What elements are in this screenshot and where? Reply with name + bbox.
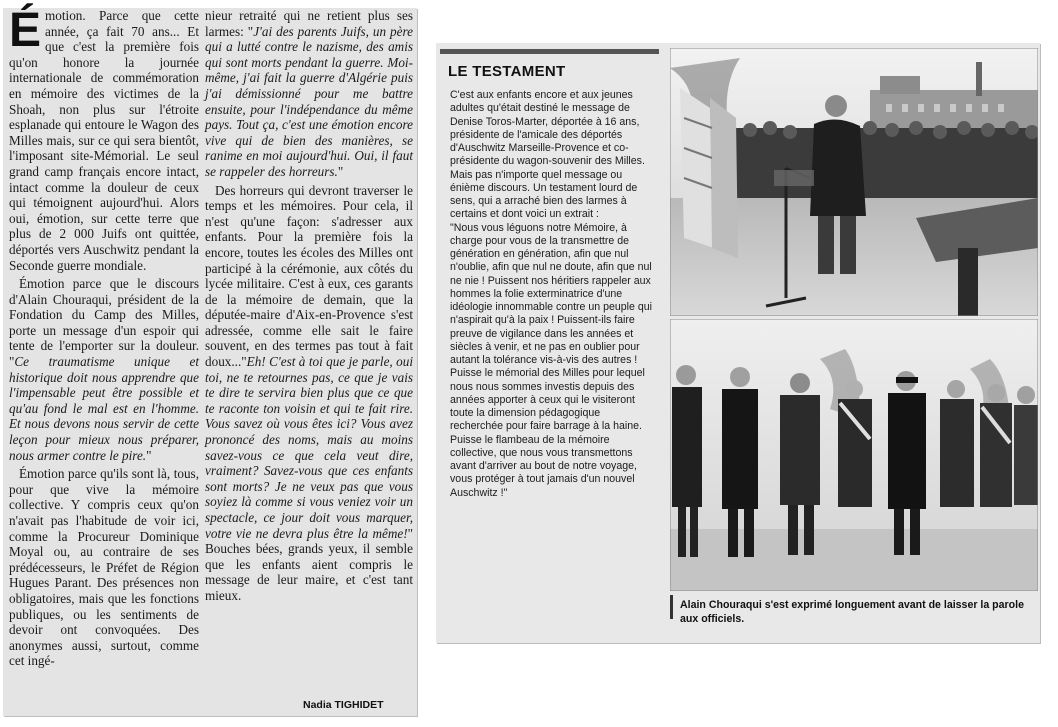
left-article-clipping xyxy=(3,4,417,716)
paragraph-1 xyxy=(9,4,199,273)
paragraph-5 xyxy=(205,183,413,604)
engineer-quote: J'ai des parents Juifs, un père qui a lutté contre le nazisme, des amis qui sont morts pendant la guerre. Moi-même, j'ai fait la guerre d'Algérie puis j'ai démissionné pour me battre ensuite, pour l'indépendance du même pays. Tout ça, c'est une émotion encore vive qui de bien des manières, se ranime en moi aujourd'hui. Oui, il faut se rappeler des horreurs. xyxy=(205,23,413,179)
right-clipping xyxy=(436,43,1040,643)
box-top-rule xyxy=(440,49,659,54)
left-article-column-2 xyxy=(205,8,413,607)
officials-photo-graphic xyxy=(670,319,1038,591)
testament-intro: C'est aux enfants encore et aux jeunes adultes qu'était destiné le message de Denise Toros-Marter, déportée à 16 ans, présidente de l'amicale des déportés d'Auschwitz Marseille-Provence et co-présidente du wagon-souvenir des Milles. Mais pas n'importe quel message ou énième discours. Un testament lourd de sens, qui a arraché bien des larmes à certains et dont voici un extrait : xyxy=(450,89,645,221)
photo-caption: Alain Chouraqui s'est exprimé longuement avant de laisser la parole aux officiels. xyxy=(680,599,1024,625)
chouraqui-quote: Ce traumatisme unique et historique doit nous apprendre que l'impensable peut être possible et qu'au fond le mal est en l'homme. Et nous devons nous servir de cette leçon pour mieux nous préparer, nous armer contre le pire. xyxy=(9,354,199,463)
mayor-quote: Eh! C'est à toi que je parle, oui toi, ne te retournes pas, ce que je vais te dire te servira bien plus que ce que te raconte ton voisin et qui te fait rire. Vous savez où vous êtes ici? Vous avez prononcé des noms, mais au moins savez-vous ce que cela veut dire, vraiment? Savez-vous que ces enfants sont morts? Je ne veux pas que vous soyiez là comme si vous veniez voir un spectacle, ce jour doit vous marquer, votre vie ne devra plus être la même! xyxy=(205,354,413,541)
paragraph-1-text: motion. Parce que cette année, ça fait 70 ans... Et que c'est la première fois qu'on honore la journée internationale de commémoration en mémoire des victimes de la Shoah, non plus sur l'étroite esplanade qui entoure le Wagon des Milles mais, sur ce qui sera bientôt, l'imposant site-Mémorial. Le seul grand camp français encore intact, intact comme la douleur de ceux qui témoignent aujourd'hui. Alors oui, émotion, sur cette terre que plus de 2 000 Juifs ont quittée, déportés vers Auschwitz pendant la Seconde guerre mondiale. xyxy=(9,8,199,273)
paragraph-2-text: Émotion parce que le discours d'Alain Chouraqui, président de la Fondation du Camp des Milles, porte un message d'un espoir qui tente de l'emporter sur la douleur. " xyxy=(9,276,199,370)
testament-quote-1: "Nous vous léguons notre Mémoire, à charge pour vous de la transmettre de génération en génération, afin que nul n'oublie, afin que nul ne doute, afin que nul ne nie ! Puissent nos héritiers rappeler aux hommes la folie exterminatrice d'une idéologie innommable contre un peuple qui n'aspirait qu'à la paix ! Puissent-ils faire preuve de vigilance dans les années et siècles à venir, et ne pas en oublier pour autant la tolérance vis-à-vis des autres ! xyxy=(450,221,653,366)
testament-quote-3: Puisse le flambeau de la mémoire collective, que nous vous transmettons avant d'arriver au bout de notre voyage, vous protéger à tout jamais d'un nouvel Auschwitz !" xyxy=(450,433,637,499)
paragraph-5-text: Des horreurs qui devront traverser le temps et les mémoires. Pour cela, il n'est qu'une façon: s'adresser aux enfants. Pour la première fois la encore, toutes les écoles des Milles ont participé à la cérémonie, aux côtés du lycée militaire. C'est à eux, ces garants de la mémoire de demain, que la députée-maire d'Aix-en-Provence s'est adressée, comme elle sait le faire souvent, en des termes pas tout à fait doux..." xyxy=(205,182,413,370)
speaker-photo-graphic xyxy=(670,48,1038,316)
left-article-column-1 xyxy=(9,4,199,672)
quote-close: " xyxy=(337,163,344,179)
paragraph-5-end: " Bouches bées, grands yeux, il semble que les enfants aient compris le message de leur maire, et c'est tant mieux. xyxy=(205,525,413,603)
photo-officials xyxy=(670,319,1038,591)
testament-box xyxy=(440,49,659,634)
quote-close: " xyxy=(146,447,152,463)
drop-cap: É xyxy=(9,4,42,57)
paragraph-4-text: nieur retraité qui ne retient plus ses larmes: " xyxy=(205,8,413,39)
testament-title: LE TESTAMENT xyxy=(448,63,566,80)
testament-quote-2: Puisse le mémorial des Milles pour lequel nous nous sommes investis depuis des années apporter à ceux qui le visiteront toute la dimension pédagogique recherchée pour faire barrage à la haine. xyxy=(450,367,645,433)
paragraph-3: Émotion parce qu'ils sont là, tous, pour que vive la mémoire collective. Y compris ceux qu'on n'avait pas l'habitude de voir ici, comme la Procureur Dominique Moyal ou, au contraire de ses prédécesseurs, le Préfet de Région Hugues Parant. Des présences non obligatoires, mais que les fonctions publiques, ou les sentiments de devoir ont convoquées. Des anonymes aussi, surtout, comme cet ingé- xyxy=(9,466,199,669)
testament-text xyxy=(450,89,656,500)
paragraph-2 xyxy=(9,276,199,463)
byline: Nadia TIGHIDET xyxy=(303,699,384,711)
paragraph-4 xyxy=(205,8,413,180)
photo-speaker xyxy=(670,48,1038,316)
